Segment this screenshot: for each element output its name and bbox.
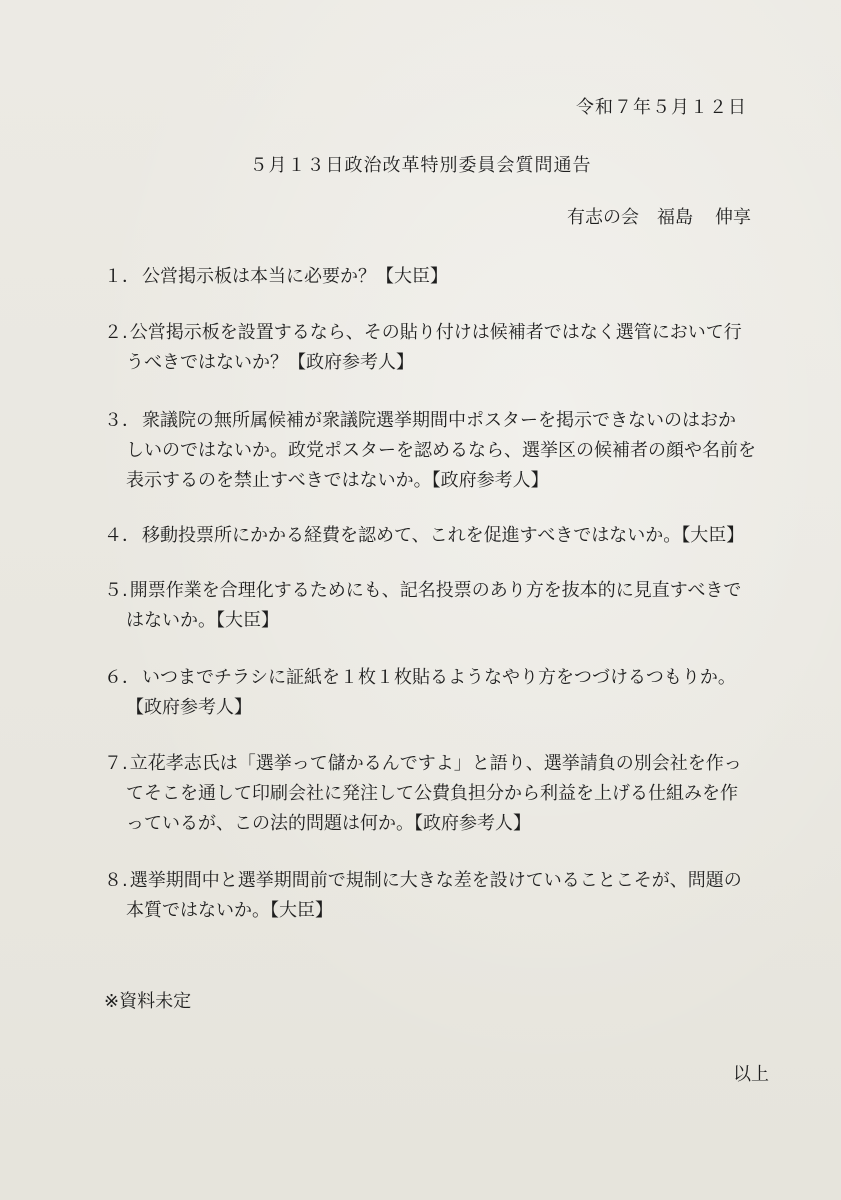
question-text-continuation: しいのではないか。政党ポスターを認めるなら、選挙区の候補者の顔や名前を [126,440,756,461]
question-text-continuation: 表示するのを禁止すべきではないか。【政府参考人】 [126,470,549,491]
question-item-1 [104,262,766,292]
question-item-3 [104,406,766,496]
question-item-2 [104,318,766,378]
author-family-name: 福島 [657,207,693,228]
question-number: １． [104,266,140,287]
closing-mark: 以上 [733,1064,769,1085]
question-text-continuation: うべきではないか？【政府参考人】 [126,352,414,373]
question-item-8 [104,866,766,926]
question-text-line: 衆議院の無所属候補が衆議院選挙期間中ポスターを掲示できないのはおか [142,410,736,431]
question-number: ２. [104,322,128,343]
question-text-continuation: 【政府参考人】 [126,697,252,718]
question-text-line: 選挙期間中と選挙期間前で規制に大きな差を設けていることこそが、問題の [129,870,742,891]
question-item-7 [104,749,766,839]
document-title: ５月１３日政治改革特別委員会質問通告 [249,155,592,176]
question-number: ３． [104,410,140,431]
question-number: ４． [104,525,140,546]
question-item-5 [104,576,766,636]
question-text-line: 立花孝志氏は「選挙って儲かるんですよ」と語り、選挙請負の別会社を作っ [129,753,742,774]
author-given-name: 伸享 [715,207,751,228]
question-text-continuation: はないか。【大臣】 [126,610,279,631]
question-number: ８. [104,870,128,891]
question-text-line: いつまでチラシに証紙を１枚１枚貼るようなやり方をつづけるつもりか。 [142,667,736,688]
question-text-line: 開票作業を合理化するためにも、記名投票のあり方を抜本的に見直すべきで [129,580,742,601]
question-item-6 [104,663,766,723]
question-text-continuation: てそこを通して印刷会社に発注して公費負担分から利益を上げる仕組みを作 [126,783,738,804]
question-number: ７. [104,753,128,774]
question-text-continuation: 本質ではないか。【大臣】 [126,900,333,921]
question-list [104,262,766,951]
document-date: 令和７年５月１２日 [576,97,747,118]
author-line [567,203,751,229]
question-text-line: 公営掲示板は本当に必要か？【大臣】 [142,266,448,287]
question-text-continuation: っているが、この法的問題は何か。【政府参考人】 [126,813,531,834]
question-text-line: 移動投票所にかかる経費を認めて、これを促進すべきではないか。【大臣】 [142,525,745,546]
materials-note: ※資料未定 [104,991,192,1012]
author-organization: 有志の会 [567,207,639,228]
question-number: ６． [104,667,140,688]
question-text-line: 公営掲示板を設置するなら、その貼り付けは候補者ではなく選管において行 [129,322,742,343]
question-item-4 [104,521,766,551]
question-number: ５. [104,580,128,601]
